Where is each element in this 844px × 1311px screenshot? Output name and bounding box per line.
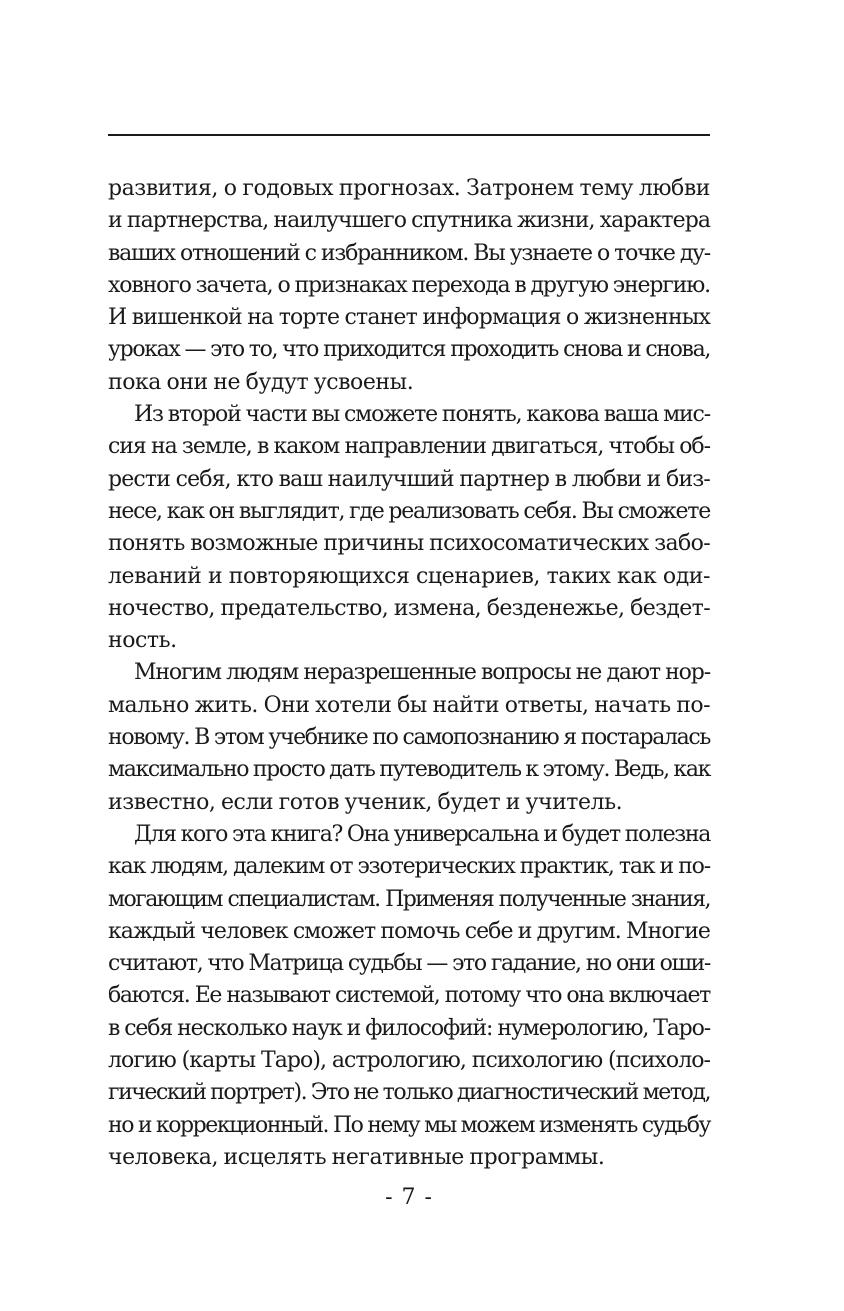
text-line: сия на земле, в каком направлении двигаться, чтобы об-: [108, 434, 710, 460]
text-line: ховного зачета, о признаках перехода в другую энергию.: [108, 272, 710, 298]
text-line: уроках — это то, что приходится проходить снова и снова,: [108, 337, 710, 363]
text-line: максимально просто дать путеводитель к этому. Ведь, как: [108, 757, 710, 783]
body-text: [108, 173, 710, 1174]
text-line: как людям, далеким от эзотерических практик, так и по-: [108, 854, 710, 880]
text-line: в себя несколько наук и философий: нумерологию, Таро-: [108, 1015, 710, 1041]
text-line: рести себя, кто ваш наилучший партнер в любви и биз-: [108, 466, 710, 492]
text-line: новому. В этом учебнике по самопознанию я постаралась: [108, 725, 710, 751]
text-line: ночество, предательство, измена, безденежье, бездет-: [108, 595, 710, 621]
text-line: ность.: [108, 628, 177, 654]
header-rule: [108, 134, 710, 136]
text-line: развития, о годовых прогнозах. Затронем тему любви: [108, 176, 710, 201]
text-line: гический портрет). Это не только диагностический метод,: [108, 1080, 710, 1106]
text-line: каждый человек сможет помочь себе и другим. Многие: [108, 918, 710, 944]
paragraph-first-line: Для кого эта книга? Она универсальна и будет полезна: [134, 821, 710, 847]
text-line: и партнерства, наилучшего спутника жизни, характера: [108, 208, 710, 234]
text-line: пока они не будут усвоены.: [108, 369, 414, 395]
text-line: но и коррекционный. По нему мы можем изменять судьбу: [108, 1112, 710, 1138]
paragraph-first-line: Из второй части вы сможете понять, какова ваша мис-: [134, 402, 710, 428]
text-line: мально жить. Они хотели бы найти ответы, начать по-: [108, 692, 710, 718]
text-line: несе, как он выглядит, где реализовать себя. Вы сможете: [108, 498, 710, 524]
text-line: И вишенкой на торте станет информация о жизненных: [108, 305, 710, 331]
text-line: известно, если готов ученик, будет и учитель.: [108, 789, 623, 815]
text-line: человека, исцелять негативные программы.: [108, 1144, 605, 1170]
text-line: понять возможные причины психосоматических забо-: [108, 531, 710, 557]
text-line: могающим специалистам. Применяя полученные знания,: [108, 886, 710, 912]
paragraph-first-line: Многим людям неразрешенные вопросы не дают нор-: [134, 660, 710, 686]
page-number: - 7 -: [385, 1185, 433, 1210]
text-line: считают, что Матрица судьбы — это гадание, но они оши-: [108, 951, 710, 977]
text-line: баются. Ее называют системой, потому что она включает: [108, 983, 710, 1009]
text-line: леваний и повторяющихся сценариев, таких как оди-: [108, 563, 710, 589]
text-line: ваших отношений с избранником. Вы узнаете о точке ду-: [108, 240, 710, 266]
text-line: логию (карты Таро), астрологию, психологию (психоло-: [108, 1048, 710, 1074]
